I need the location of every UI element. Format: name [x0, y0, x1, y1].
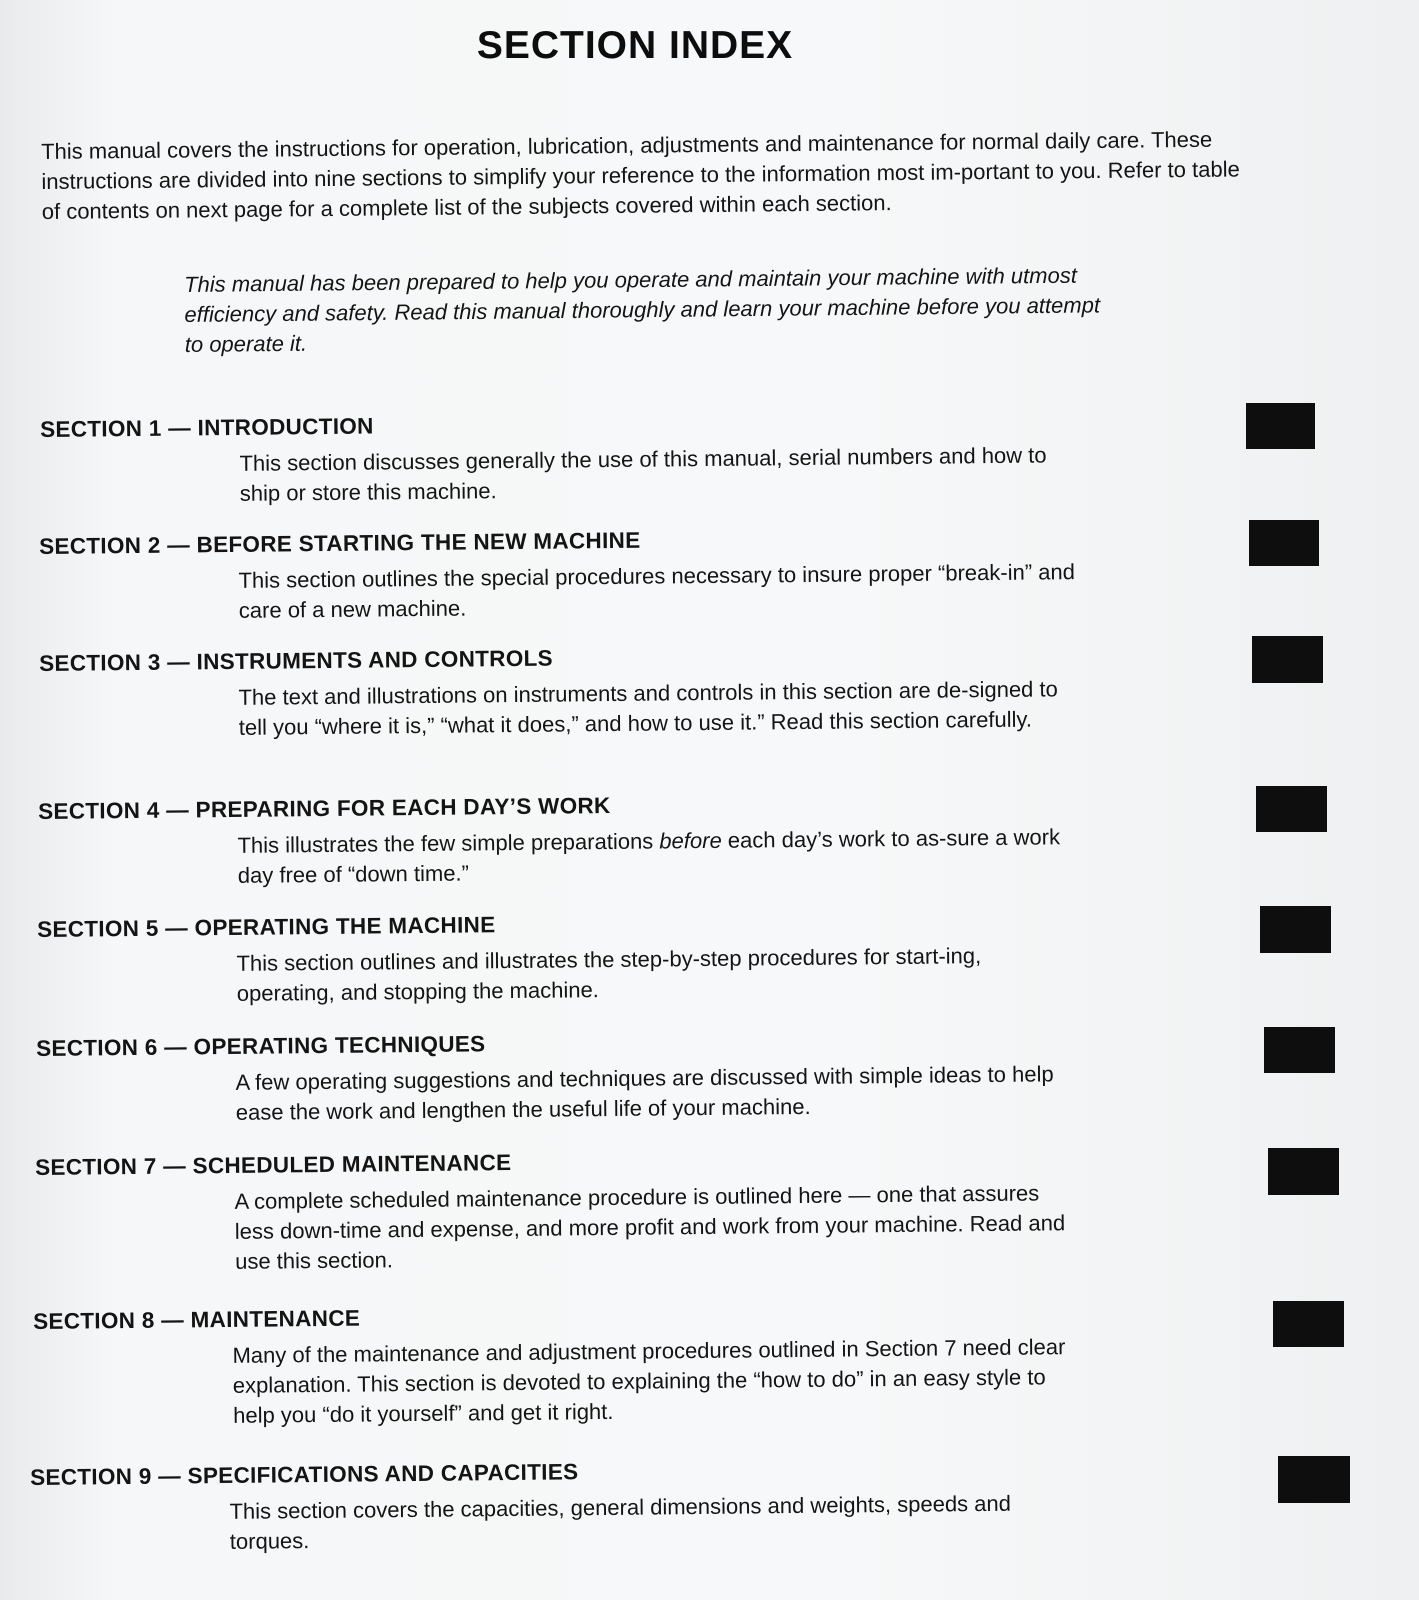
- section-title: MAINTENANCE: [190, 1305, 361, 1333]
- section-tab-marker-6: [1264, 1027, 1335, 1073]
- section-label: SECTION 1: [40, 415, 162, 442]
- section-label: SECTION 2: [39, 532, 161, 559]
- desc-text: each day’s work to as-sure a work day free of “down time.”: [237, 824, 1061, 888]
- section-label: SECTION 5: [37, 915, 159, 942]
- section-title: OPERATING THE MACHINE: [194, 912, 496, 941]
- section-description: [237, 822, 1083, 891]
- desc-text: This illustrates the few simple preparations: [237, 828, 660, 858]
- dash: —: [161, 1307, 185, 1333]
- section-description: This section covers the capacities, general dimensions and weights, speeds and torques.: [229, 1490, 1012, 1554]
- section-tab-marker-4: [1256, 786, 1327, 832]
- section-description: A complete scheduled maintenance procedure is outlined here — one that assures less down-time and expense, and more profit and work from your machine. Read and use this section.: [234, 1180, 1066, 1274]
- desc-emphasis: before: [659, 827, 722, 854]
- section-title: BEFORE STARTING THE NEW MACHINE: [196, 527, 641, 558]
- page-title: SECTION INDEX: [476, 24, 794, 67]
- dash: —: [164, 1034, 188, 1060]
- section-4: [38, 785, 1159, 893]
- section-description: This section discusses generally the use of this manual, serial numbers and how to ship or store this machine.: [239, 442, 1047, 506]
- section-title: PREPARING FOR EACH DAY’S WORK: [195, 793, 611, 823]
- intro-paragraph: This manual covers the instructions for operation, lubrication, adjustments and maintenance for normal daily care. These instructions are divided into nine sections to simplify your reference to the information most im-portant to you. Refer to table of contents on next page for a complete list of the subjects covered within each section.: [41, 126, 1240, 224]
- section-8: [33, 1295, 1154, 1433]
- section-1: [40, 403, 1161, 511]
- section-tab-marker-2: [1249, 520, 1319, 566]
- section-tab-marker-1: [1246, 403, 1315, 449]
- section-label: SECTION 3: [39, 649, 161, 676]
- section-title: SCHEDULED MAINTENANCE: [192, 1150, 512, 1179]
- section-title: INSTRUMENTS AND CONTROLS: [196, 645, 554, 675]
- italic-note: This manual has been prepared to help you operate and maintain your machine with utmost efficiency and safety. Read this manual thoroughly and learn your machine before you attempt to operate it.: [184, 262, 1101, 357]
- section-description: The text and illustrations on instruments and controls in this section are de-signed to tell you “where it is,” “what it does,” and how to use it.” Read this section carefully.: [238, 676, 1058, 740]
- section-description: Many of the maintenance and adjustment procedures outlined in Section 7 need clear explanation. This section is devoted to explaining the “how to do” in an easy style to help you “do it yourself” and get it right.: [232, 1334, 1066, 1428]
- dash: —: [163, 1153, 187, 1179]
- section-tab-marker-9: [1278, 1456, 1350, 1503]
- section-description: This section outlines and illustrates the step-by-step procedures for start-ing, operating, and stopping the machine.: [236, 943, 982, 1006]
- dash: —: [168, 415, 192, 441]
- dash: —: [166, 797, 190, 823]
- section-description: This section outlines the special procedures necessary to insure proper “break-in” and care of a new machine.: [238, 559, 1076, 623]
- section-6: [36, 1022, 1157, 1130]
- section-label: SECTION 7: [35, 1153, 157, 1180]
- section-tab-marker-7: [1268, 1148, 1339, 1195]
- dash: —: [165, 915, 189, 941]
- section-title: SPECIFICATIONS AND CAPACITIES: [187, 1459, 579, 1489]
- section-tab-marker-8: [1273, 1301, 1344, 1347]
- section-label: SECTION 6: [36, 1034, 158, 1061]
- section-5: [37, 903, 1158, 1011]
- section-tab-marker-3: [1252, 636, 1323, 683]
- section-title: OPERATING TECHNIQUES: [193, 1031, 486, 1060]
- section-label: SECTION 4: [38, 797, 160, 824]
- dash: —: [158, 1463, 182, 1489]
- section-label: SECTION 9: [30, 1463, 152, 1490]
- section-7: [35, 1141, 1156, 1279]
- section-9: [30, 1451, 1151, 1559]
- section-tab-marker-5: [1260, 906, 1331, 953]
- section-3: [39, 637, 1160, 745]
- section-2: [39, 520, 1160, 628]
- dash: —: [167, 649, 191, 675]
- section-description: A few operating suggestions and techniques are discussed with simple ideas to help ease the work and lengthen the useful life of your machine.: [235, 1061, 1054, 1125]
- dash: —: [167, 532, 191, 558]
- section-title: INTRODUCTION: [197, 413, 374, 441]
- section-label: SECTION 8: [33, 1307, 155, 1334]
